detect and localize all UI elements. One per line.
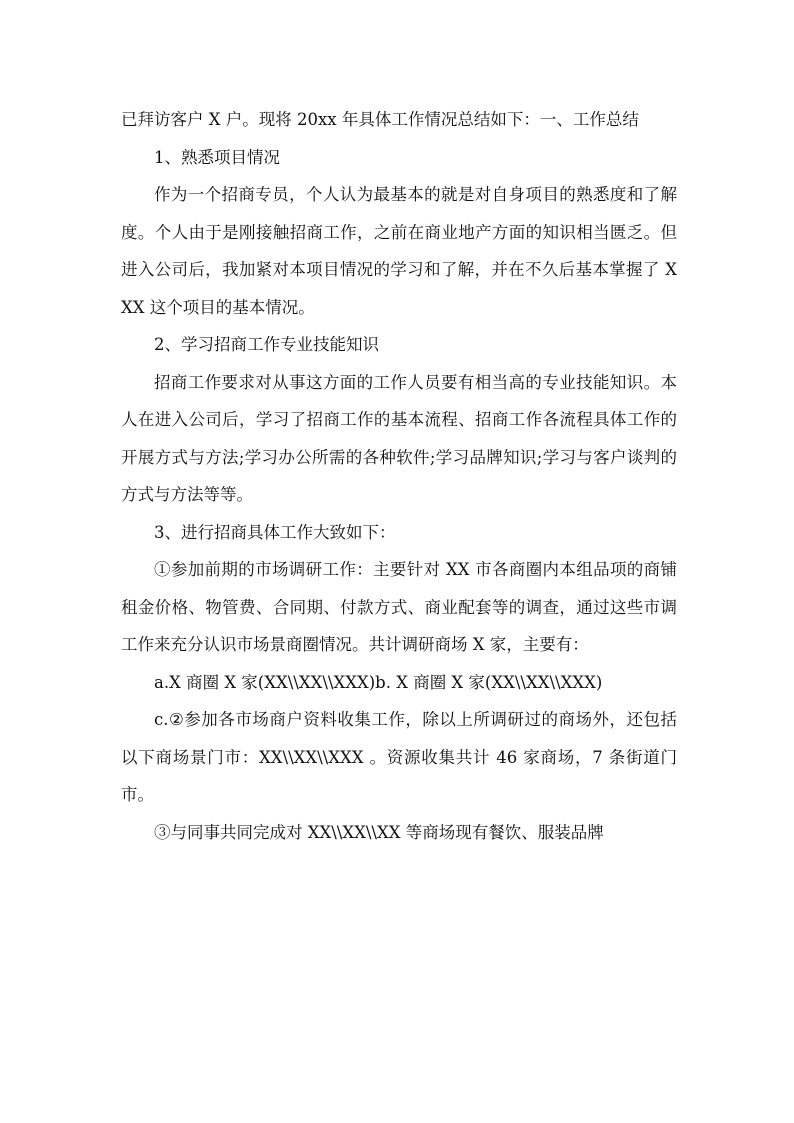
document-body (121, 101, 677, 851)
paragraph-familiarize-project: 作为一个招商专员，个人认为最基本的就是对自身项目的熟悉度和了解度。个人由于是刚接触招商工作，之前在商业地产方面的知识相当匮乏。但进入公司后，我加紧对本项目情况的学习和了解，并在不久后基本掌握了 XXX 这个项目的基本情况。 (121, 185, 677, 317)
heading-learn-skills: 2、学习招商工作专业技能知识 (154, 335, 379, 354)
paragraph-learn-skills: 招商工作要求对从事这方面的工作人员要有相当高的专业技能知识。本人在进入公司后，学习了招商工作的基本流程、招商工作各流程具体工作的开展方式与方法;学习办公所需的各种软件;学习品牌知识;学习与客户谈判的方式与方法等等。 (121, 372, 677, 504)
paragraph-colleague-work: ③与同事共同完成对 XX\\XX\\XX 等商场现有餐饮、服装品牌 (154, 822, 604, 842)
paragraph-data-collection: c.②参加各市场商户资料收集工作，除以上所调研过的商场外，还包括以下商场景门市：XX\\XX\\XXX 。资源收集共计 46 家商场，7 条街道门市。 (121, 710, 677, 804)
heading-specific-work: 3、进行招商具体工作大致如下： (154, 522, 396, 542)
paragraph-intro: 已拜访客户 X 户。现将 20xx 年具体工作情况总结如下：一、工作总结 (121, 110, 639, 129)
heading-familiarize-project: 1、熟悉项目情况 (154, 147, 280, 167)
paragraph-market-research: ①参加前期的市场调研工作：主要针对 XX 市各商圈内本组品项的商铺租金价格、物管费、合同期、付款方式、商业配套等的调查，通过这些市调工作来充分认识市场景商圈情况。共计调研商场 X 家，主要有： (121, 560, 677, 654)
paragraph-business-districts: a.X 商圈 X 家(XX\\XX\\XXX)b. X 商圈 X 家(XX\\XX\\XXX) (154, 672, 603, 692)
